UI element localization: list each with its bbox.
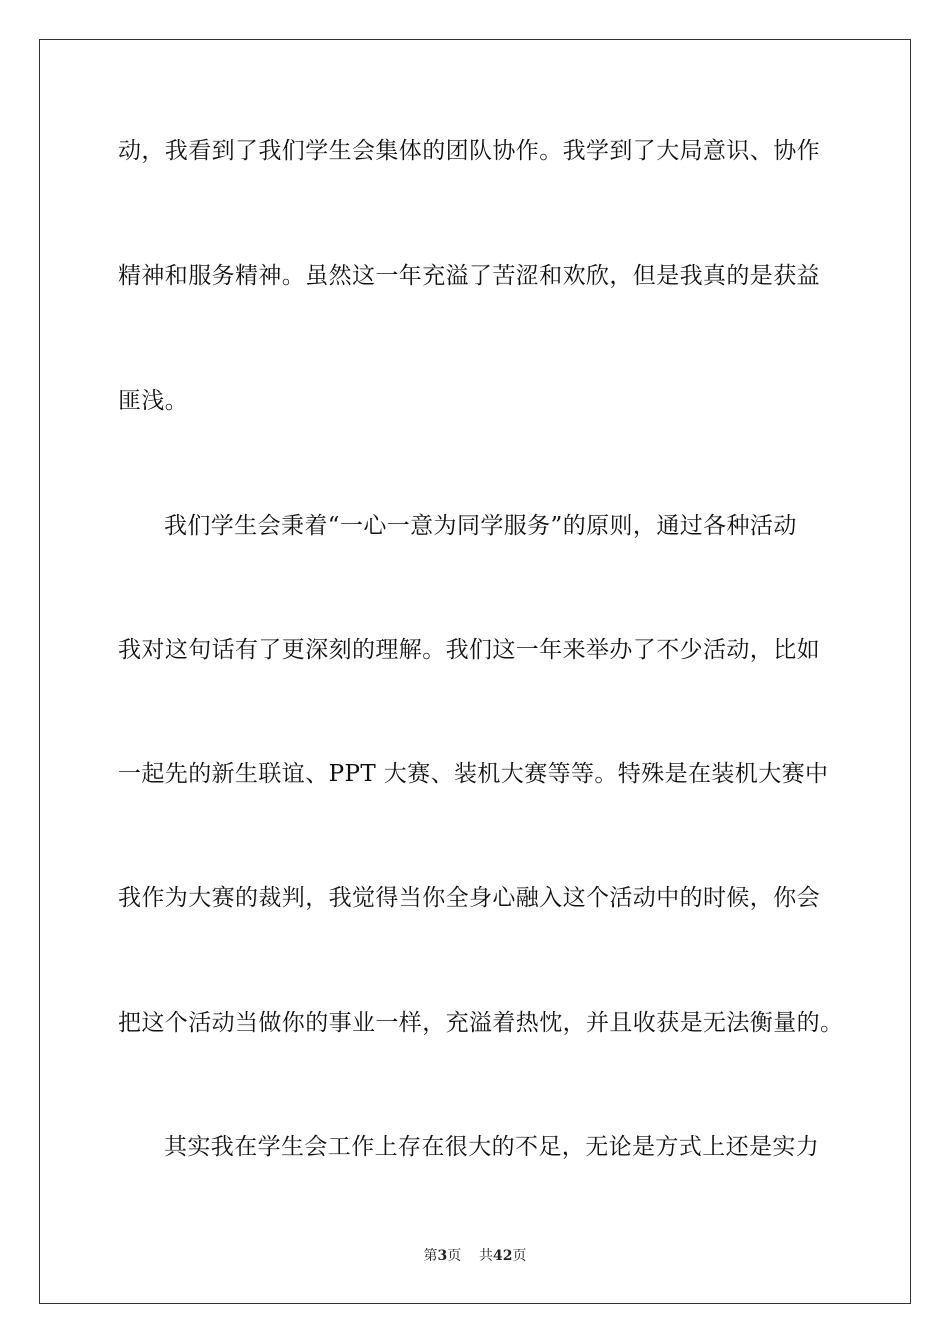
paragraph-first-line: 我们学生会秉着“一心一意为同学服务”的原则，通过各种活动 [164, 513, 797, 539]
text-line: 我作为大赛的裁判，我觉得当你全身心融入这个活动中的时候，你会 [118, 885, 820, 911]
text-line: 动，我看到了我们学生会集体的团队协作。我学到了大局意识、协作 [118, 138, 820, 164]
page-border [39, 39, 911, 1304]
page-prefix: 第 [423, 1248, 438, 1264]
page-footer [0, 1246, 950, 1266]
paragraph-first-line: 其实我在学生会工作上存在很大的不足，无论是方式上还是实力 [164, 1134, 820, 1160]
total-suffix: 页 [512, 1248, 527, 1264]
text-line: 匪浅。 [118, 388, 189, 414]
text-line: 精神和服务精神。虽然这一年充溢了苦涩和欢欣，但是我真的是获益 [118, 263, 820, 289]
text-line: 把这个活动当做你的事业一样，充溢着热忱，并且收获是无法衡量的。 [118, 1010, 844, 1036]
text-line: 我对这句话有了更深刻的理解。我们这一年来举办了不少活动，比如 [118, 637, 820, 663]
total-prefix: 共 [479, 1248, 494, 1264]
page-suffix: 页 [447, 1248, 462, 1264]
text-line: 一起先的新生联谊、PPT 大赛、装机大赛等等。特殊是在装机大赛中 [118, 761, 829, 787]
total-pages: 42 [493, 1248, 513, 1264]
page-number: 3 [437, 1248, 448, 1264]
